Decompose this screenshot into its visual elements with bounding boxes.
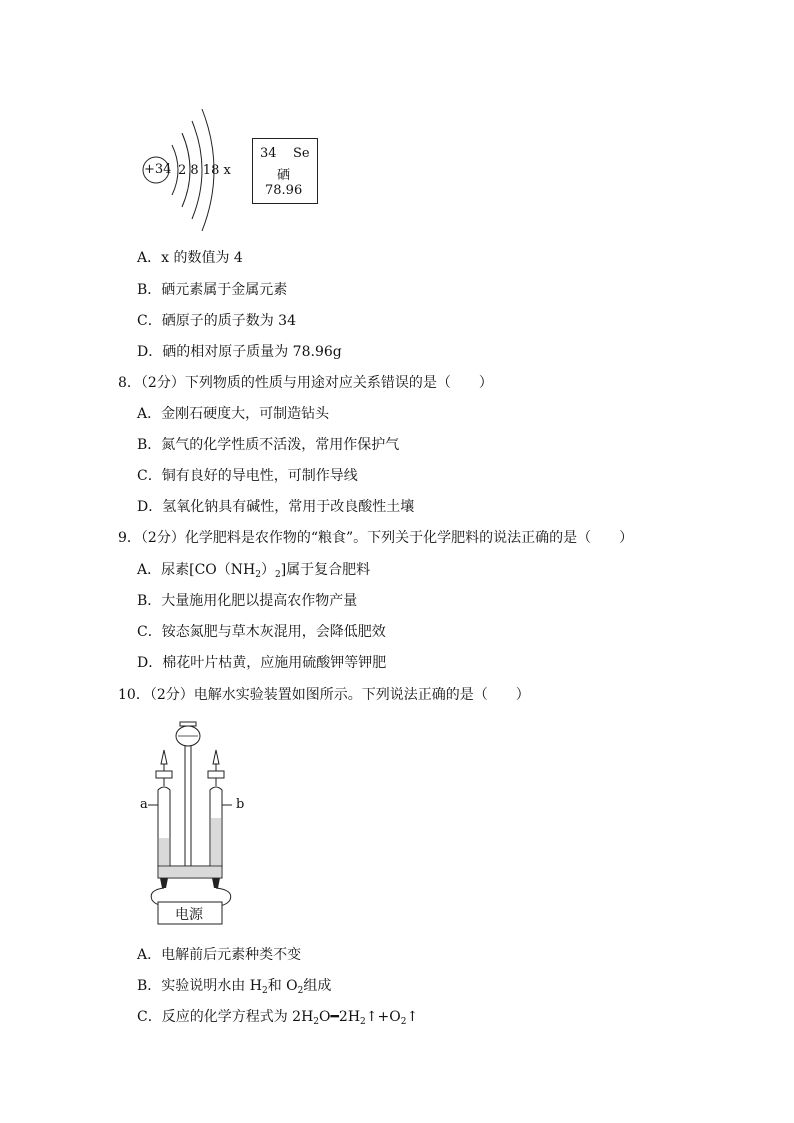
right-stopcock	[208, 771, 224, 778]
q10-option-c: C．反应的化学方程式为 $2H_2O━2H_2↑+O_2↑$	[137, 1009, 419, 1027]
q7-option-d: D．硒的相对原子质量为 78.96g	[137, 344, 342, 360]
element-card	[252, 138, 318, 204]
right-tube-water	[211, 818, 221, 865]
electrolysis-apparatus-diagram	[138, 718, 250, 930]
q7-option-c: C．硒原子的质子数为 34	[137, 313, 296, 329]
label-a: a	[140, 797, 148, 812]
right-electrode	[212, 878, 220, 888]
q10-stem: 10．（2分）电解水实验装置如图所示。下列说法正确的是（ ）	[118, 687, 530, 703]
right-tube-tip	[213, 750, 219, 764]
q8-option-b: B．氮气的化学性质不活泼，常用作保护气	[137, 437, 400, 453]
element-mass: 78.96	[265, 183, 303, 198]
q10-option-a: A．电解前后元素种类不变	[137, 947, 302, 963]
q9-option-c: C．铵态氮肥与草木灰混用，会降低肥效	[137, 624, 386, 640]
q8-stem: 8．（2分）下列物质的性质与用途对应关系错误的是（ ）	[118, 375, 493, 391]
left-stopcock	[156, 771, 172, 778]
element-number: 34	[260, 146, 277, 161]
element-symbol: Se	[293, 146, 310, 161]
left-tube-tip	[161, 750, 167, 764]
funnel-lip	[180, 722, 196, 726]
q8-option-d: D．氢氧化钠具有碱性，常用于改良酸性土壤	[137, 499, 415, 515]
q7-option-a: A．x 的数值为 4	[137, 250, 243, 266]
q9-option-b: B．大量施用化肥以提高农作物产量	[137, 593, 358, 609]
q10-option-b: B．实验说明水由 $H_2$和 $O_2$组成	[137, 978, 332, 996]
q9-option-d: D．棉花叶片枯黄，应施用硫酸钾等钾肥	[137, 655, 387, 671]
q7-option-b: B．硒元素属于金属元素	[137, 282, 288, 298]
q8-option-a: A．金刚石硬度大，可制造钻头	[137, 406, 330, 422]
q9-option-a: A．尿素$[CO(NH_2)_2]$属于复合肥料	[137, 562, 371, 580]
nucleus-charge: +34	[144, 162, 172, 177]
element-name: 硒	[277, 168, 291, 183]
q9-stem: 9．（2分）化学肥料是农作物的“粮食”。下列关于化学肥料的说法正确的是（ ）	[118, 530, 634, 546]
shell-electrons: 2 8 18 x	[178, 163, 231, 178]
left-tube-water	[159, 838, 169, 865]
q8-option-c: C．铜有良好的导电性，可制作导线	[137, 468, 358, 484]
label-b: b	[236, 797, 245, 812]
power-supply-label: 电源	[175, 907, 203, 923]
left-electrode	[160, 878, 168, 888]
